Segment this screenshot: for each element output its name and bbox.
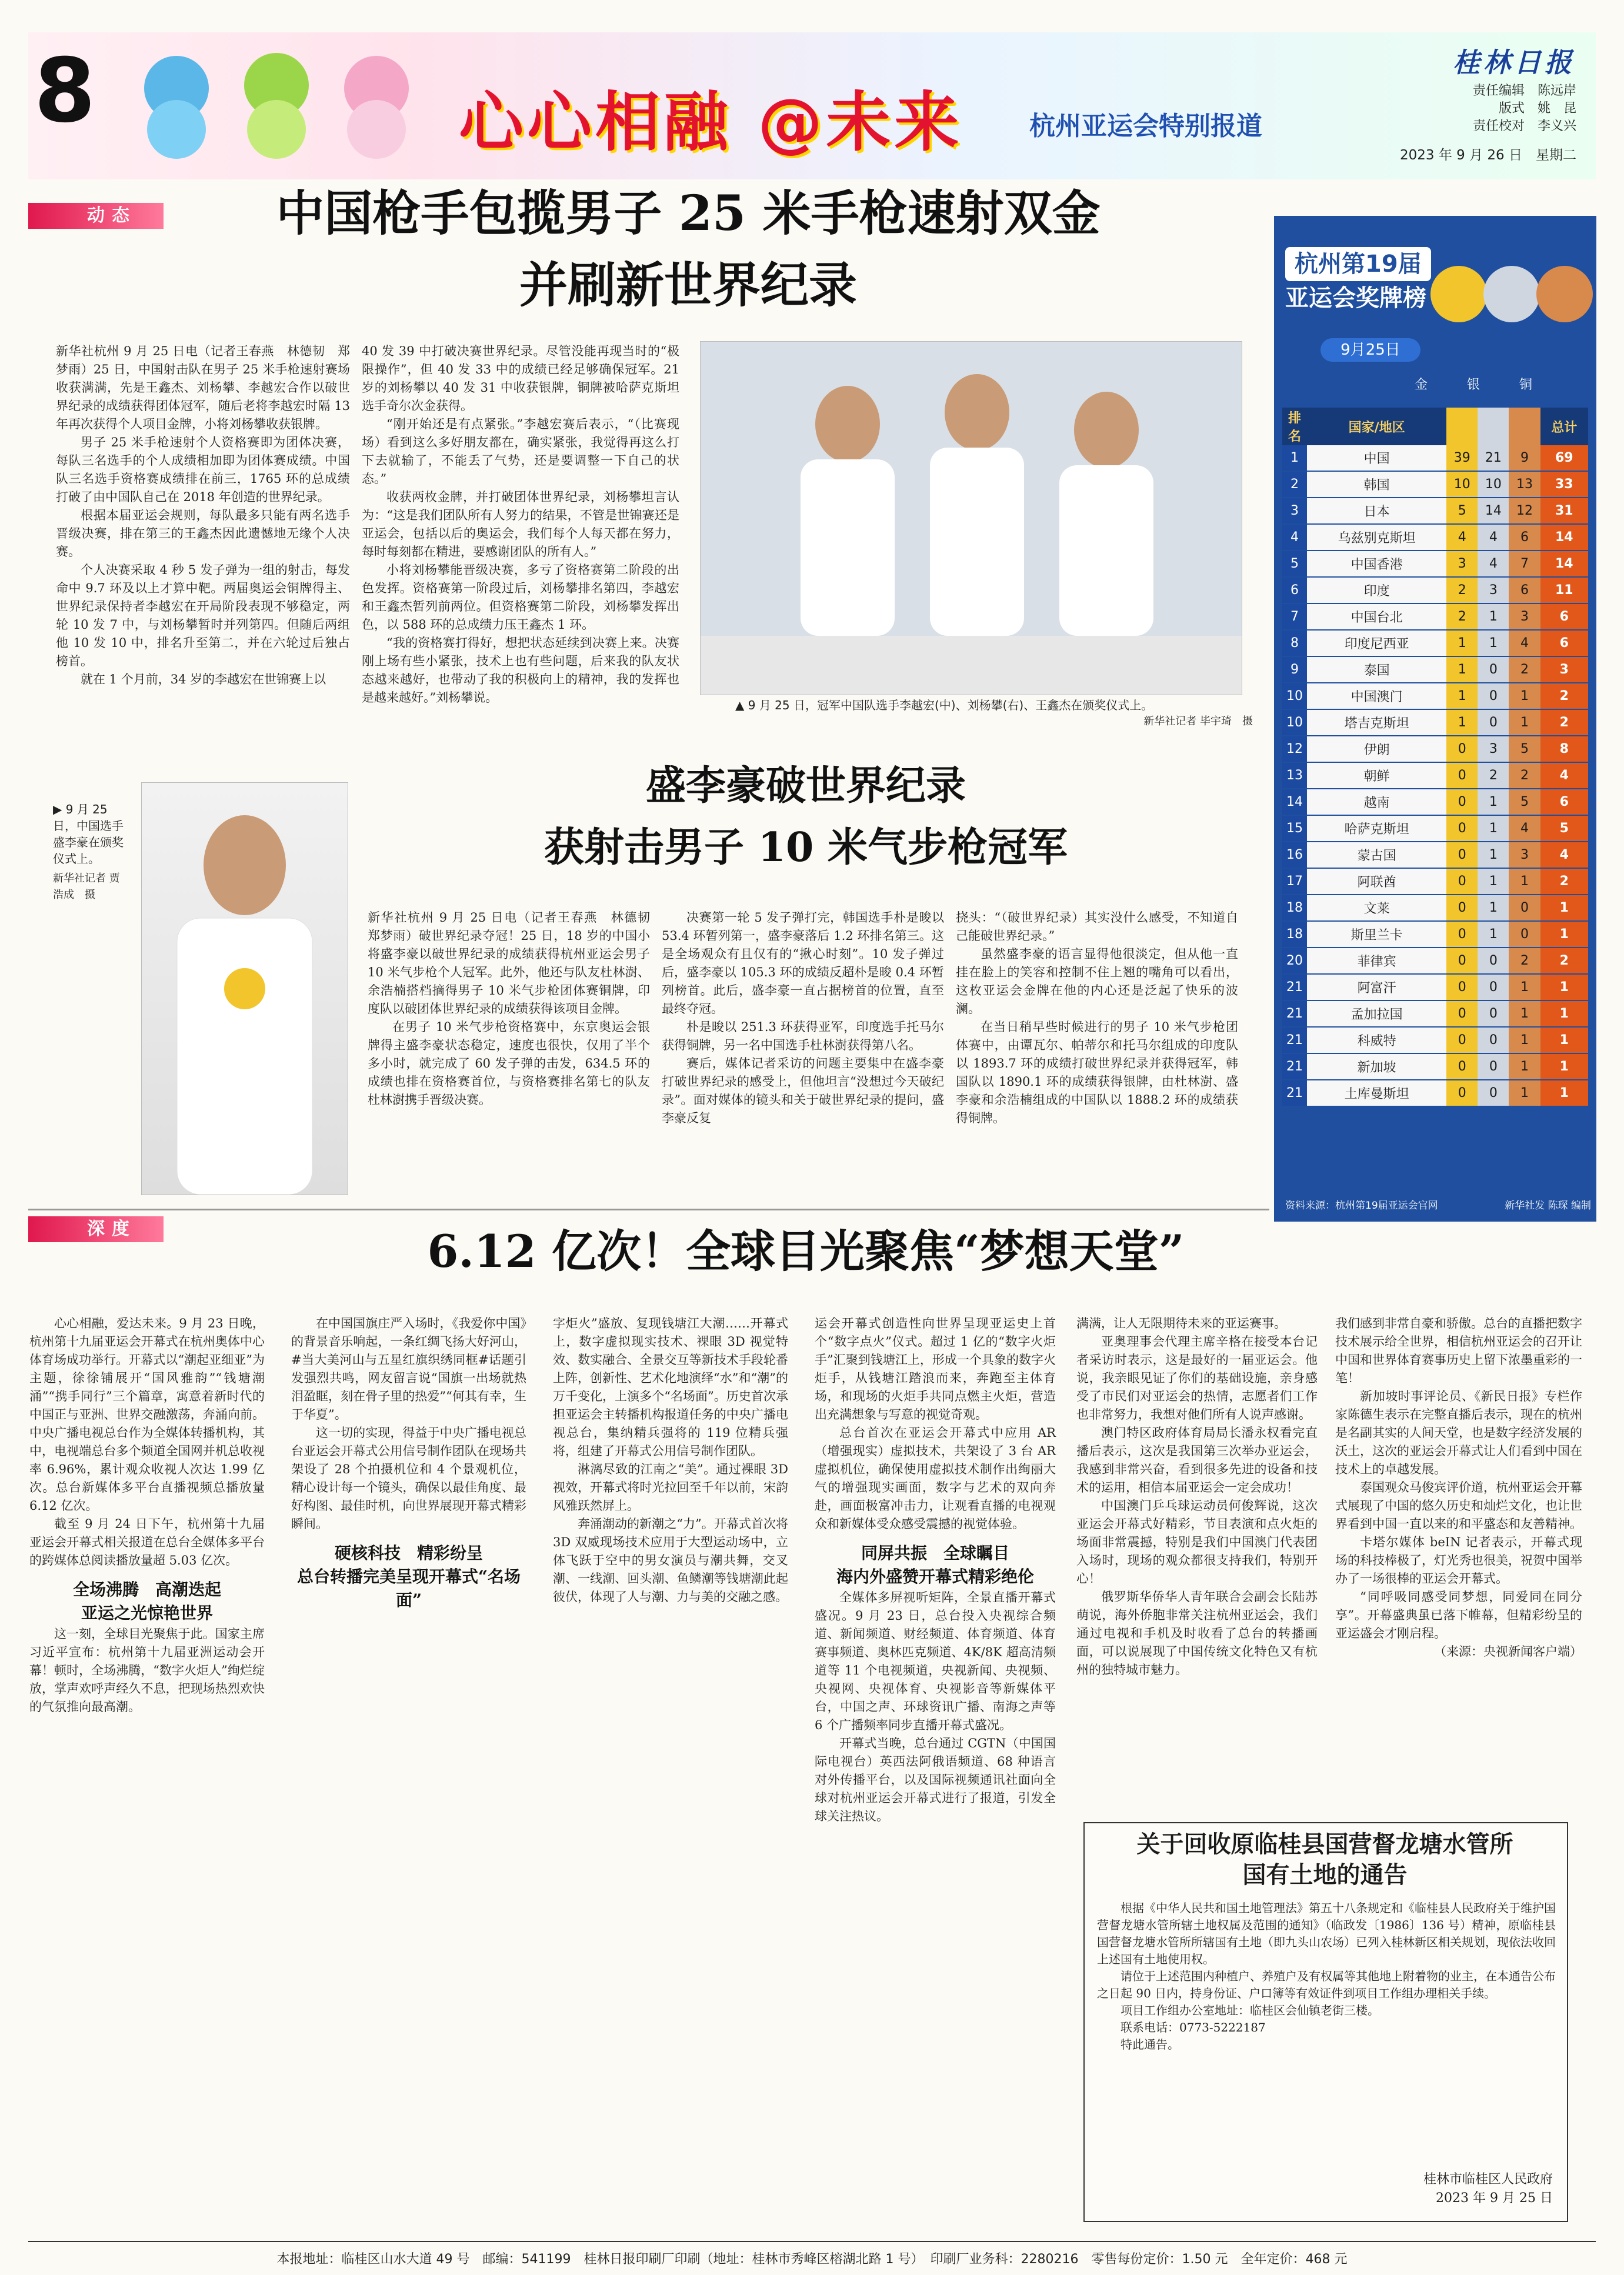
gold-cell: 0 xyxy=(1446,736,1478,762)
gold-cell: 0 xyxy=(1446,762,1478,789)
rank-cell: 1 xyxy=(1282,445,1307,471)
total-cell: 31 xyxy=(1540,498,1589,524)
total-cell: 1 xyxy=(1540,1000,1589,1027)
bronze-cell: 12 xyxy=(1509,498,1540,524)
silver-cell: 0 xyxy=(1478,1027,1509,1053)
bronze-cell: 1 xyxy=(1509,1080,1540,1106)
caption-text: ▶ 9 月 25 日，中国选手盛李豪在颁奖仪式上。 xyxy=(53,802,124,866)
medal-table-row xyxy=(1282,868,1588,895)
total-cell: 2 xyxy=(1540,948,1589,974)
bronze-cell: 7 xyxy=(1509,551,1540,577)
silver-cell: 1 xyxy=(1478,895,1509,921)
notice-date: 2023 年 9 月 25 日 xyxy=(1436,2191,1553,2206)
medal-table-row xyxy=(1282,1053,1588,1080)
paragraph: 俄罗斯华侨华人青年联合会副会长陆苏萌说，海外侨胞非常关注杭州亚运会，我们通过电视和手机及时收看了总台的转播画面，可以说展现了中国传统文化特色又有杭州的独特城市魅力。 xyxy=(1076,1590,1318,1677)
gold-cell: 0 xyxy=(1446,1080,1478,1106)
rank-cell: 2 xyxy=(1282,471,1307,498)
silver-cell: 10 xyxy=(1478,471,1509,498)
staff-line: 版式 姚 昆 xyxy=(1498,101,1576,116)
article2-column-1 xyxy=(368,909,662,1191)
paragraph: 新华社杭州 9 月 25 日电（记者王春燕 林德韧 郑梦雨）25 日，中国射击队在男子 25 米手枪速射赛场收获满满，先是王鑫杰、刘杨攀、李越宏合作以破世界纪录的成绩获得团体冠军，随后老将李越宏时隔 13 年再次获得个人项目金牌，小将刘杨攀收获银牌。 xyxy=(56,344,350,431)
paragraph: 联系电话：0773-5222187 xyxy=(1121,2020,1266,2034)
country-cell: 泰国 xyxy=(1307,656,1446,683)
staff-credits xyxy=(1400,82,1576,135)
total-cell: 1 xyxy=(1540,1027,1589,1053)
paragraph: “我的资格赛打得好，想把状态延续到决赛上来。决赛刚上场有些小紧张，技术上也有些问题，后来我的队友状态越来越好，也带动了我的积极向上的精神，我的发挥也是越来越好。”刘杨攀说。 xyxy=(362,636,679,705)
bronze-cell: 9 xyxy=(1509,445,1540,471)
silver-cell: 0 xyxy=(1478,1000,1509,1027)
subhead: 亚运之光惊艳世界 xyxy=(81,1603,213,1623)
subhead: 总台转播完美呈现开幕式“名场面” xyxy=(296,1567,521,1610)
notice-title-line1: 关于回收原临桂县国营督龙塘水管所 xyxy=(1136,1830,1513,1858)
country-cell: 印度尼西亚 xyxy=(1307,630,1446,656)
gold-cell: 0 xyxy=(1446,842,1478,868)
medal-table-row xyxy=(1282,551,1588,577)
total-cell: 11 xyxy=(1540,577,1589,603)
total-cell: 69 xyxy=(1540,445,1589,471)
notice-signoff xyxy=(1353,2170,1553,2208)
gold-cell: 39 xyxy=(1446,445,1478,471)
bronze-cell: 1 xyxy=(1509,709,1540,736)
paragraph: 心心相融，爱达未来。9 月 23 日晚，杭州第十九届亚运会开幕式在杭州奥体中心体育场成功举行。开幕式以“潮起亚细亚”为主题，徐徐铺展开“国风雅韵”“钱塘潮涌”“携手同行”三个篇章，寓意着新时代的中国正与亚洲、世界交融激荡，奔涌向前。中央广播电视总台作为全媒体转播机构，其中，电视端总台多个频道全国网并机总收视率 6.96%，累计观众收视人次达 1.99 亿次。总台新媒体多平台直播视频总播放量 6.12 亿次。 xyxy=(29,1316,265,1513)
credit-text: 新华社发 陈琛 编制 xyxy=(1505,1200,1591,1212)
rank-cell: 6 xyxy=(1282,577,1307,603)
gold-cell: 0 xyxy=(1446,1000,1478,1027)
total-cell: 1 xyxy=(1540,895,1589,921)
notice-issuer: 桂林市临桂区人民政府 xyxy=(1423,2172,1553,2187)
total-cell: 1 xyxy=(1540,921,1589,948)
article2-column-2 xyxy=(662,909,944,1191)
silver-cell: 2 xyxy=(1478,762,1509,789)
country-cell: 韩国 xyxy=(1307,471,1446,498)
country-cell: 科威特 xyxy=(1307,1027,1446,1053)
country-cell: 阿联酋 xyxy=(1307,868,1446,895)
silver-cell: 0 xyxy=(1478,1080,1509,1106)
silver-cell: 1 xyxy=(1478,603,1509,630)
subhead: 同屏共振 全球瞩目 xyxy=(861,1543,1009,1563)
rank-cell: 13 xyxy=(1282,762,1307,789)
paragraph: 根据本届亚运会规则，每队最多只能有两名选手晋级决赛，排在第三的王鑫杰因此遗憾地无缘个人决赛。 xyxy=(56,508,350,559)
country-cell: 乌兹别克斯坦 xyxy=(1307,524,1446,551)
rank-cell: 21 xyxy=(1282,1027,1307,1053)
rank-cell: 3 xyxy=(1282,498,1307,524)
rank-cell: 21 xyxy=(1282,974,1307,1000)
total-cell: 6 xyxy=(1540,630,1589,656)
page-number: 8 xyxy=(34,40,96,142)
notice-title-line2: 国有土地的通告 xyxy=(1242,1861,1408,1889)
medal-table-row xyxy=(1282,603,1588,630)
silver-cell: 21 xyxy=(1478,445,1509,471)
bronze-cell: 3 xyxy=(1509,842,1540,868)
paragraph: 截至 9 月 24 日下午，杭州第十九届亚运会开幕式相关报道在总台全媒体多平台的跨媒体总阅读播放量超 5.03 亿次。 xyxy=(29,1517,265,1567)
article3-column-6 xyxy=(1335,1315,1582,1809)
header-gold xyxy=(1446,408,1478,445)
rank-cell: 14 xyxy=(1282,789,1307,815)
photo-credit: 新华社记者 毕宇琦 摄 xyxy=(1143,715,1253,728)
bronze-cell: 4 xyxy=(1509,630,1540,656)
medal-table-row xyxy=(1282,498,1588,524)
bronze-cell: 3 xyxy=(1509,603,1540,630)
paragraph: 特此通告。 xyxy=(1121,2037,1179,2051)
total-cell: 1 xyxy=(1540,1053,1589,1080)
country-cell: 中国澳门 xyxy=(1307,683,1446,709)
podium-photo-caption xyxy=(735,697,1253,730)
paragraph: 总台首次在亚运会开幕式中应用 AR（增强现实）虚拟技术，共架设了 3 台 AR 虚拟机位，确保使用虚拟技术制作出绚丽大气的增强现实画面，数字与艺术的双向奔赴，画面极富冲击力，让观看直播的电视观众和新媒体受众感受震撼的视觉体验。 xyxy=(815,1426,1056,1531)
staff-line: 责任编辑 陈远岸 xyxy=(1472,84,1576,98)
rank-cell: 21 xyxy=(1282,1053,1307,1080)
country-cell: 日本 xyxy=(1307,498,1446,524)
paragraph: 奔涌潮动的新潮之“力”。开幕式首次将 3D 双威现场技术应用于大型运动场中，立体飞跃于空中的男女演员与潮共舞，交叉潮、一线潮、回头潮、鱼鳞潮等钱塘潮此起彼伏，体现了人与潮、力与美的交融之感。 xyxy=(553,1517,788,1604)
paragraph: 我们感到非常自豪和骄傲。总台的直播把数字技术展示给全世界，相信杭州亚运会的召开让中国和世界体育赛事历史上留下浓墨重彩的一笔！ xyxy=(1335,1316,1582,1385)
article1-headline-line2: 并刷新世界纪录 xyxy=(519,257,857,313)
gold-cell: 0 xyxy=(1446,921,1478,948)
country-cell: 伊朗 xyxy=(1307,736,1446,762)
medal-table-row xyxy=(1282,842,1588,868)
medal-table-row xyxy=(1282,948,1588,974)
medal-table-row xyxy=(1282,1000,1588,1027)
medal-table-source xyxy=(1285,1197,1591,1212)
medal-table-row xyxy=(1282,524,1588,551)
paragraph: 小将刘杨攀能晋级决赛，多亏了资格赛第二阶段的出色发挥。资格赛第一阶段过后，刘杨攀排名第四，李越宏和王鑫杰暂列前两位。但资格赛第二阶段，刘杨攀发挥出色，以 588 环的总成绩力压王鑫杰 1 环。 xyxy=(362,563,679,632)
photo-credit: 新华社记者 贾浩成 摄 xyxy=(53,872,120,901)
total-cell: 6 xyxy=(1540,603,1589,630)
silver-cell: 3 xyxy=(1478,577,1509,603)
paragraph: 根据《中华人民共和国土地管理法》第五十八条规定和《临桂县人民政府关于维护国营督龙塘水管所辖土地权属及范围的通知》（临政发〔1986〕136 号）精神，原临桂县国营督龙塘水管所所辖国有土地（即九头山农场）已列入桂林新区相关规划，现依法收回上述国有土地使用权。 xyxy=(1097,1901,1556,1966)
silver-cell: 0 xyxy=(1478,683,1509,709)
country-cell: 菲律宾 xyxy=(1307,948,1446,974)
paragraph: 新加坡时事评论员、《新民日报》专栏作家陈德生表示在完整直播后表示，现在的杭州是名副其实的人间天堂，也是数字经济发展的沃土，这次的亚运会开幕式让人们看到中国在技术上的卓越发展。 xyxy=(1335,1389,1582,1476)
subhead: 全场沸腾 高潮迭起 xyxy=(72,1580,221,1599)
paragraph: 虽然盛李豪的语言显得他很淡定，但从他一直挂在脸上的笑容和控制不住上翘的嘴角可以看出，这枚亚运会金牌在他的内心还是泛起了快乐的波澜。 xyxy=(956,947,1238,1016)
header-total: 总计 xyxy=(1540,408,1589,445)
rank-cell: 20 xyxy=(1282,948,1307,974)
total-cell: 14 xyxy=(1540,551,1589,577)
rank-cell: 18 xyxy=(1282,895,1307,921)
paragraph: 这一切的实现，得益于中央广播电视总台亚运会开幕式公用信号制作团队在现场共架设了 28 个拍摄机位和 4 个景观机位，精心设计每一个镜头，确保以最佳角度、最好构图、最佳时机，向世界展现开幕式精彩瞬间。 xyxy=(291,1426,526,1531)
medal-type-labels xyxy=(1415,375,1532,393)
paragraph: 挠头：“（破世界纪录）其实没什么感受，不知道自己能破世界纪录。” xyxy=(956,910,1238,943)
country-cell: 蒙古国 xyxy=(1307,842,1446,868)
mascot-illustration xyxy=(124,41,429,165)
bronze-cell: 0 xyxy=(1509,895,1540,921)
article1-headline: 中国枪手包揽男子 25 米手枪速射双金 xyxy=(276,185,1101,242)
banner-subtitle: 杭州亚运会特别报道 xyxy=(1029,111,1262,141)
gold-cell: 0 xyxy=(1446,815,1478,842)
bronze-cell: 1 xyxy=(1509,974,1540,1000)
silver-cell: 1 xyxy=(1478,789,1509,815)
country-cell: 阿富汗 xyxy=(1307,974,1446,1000)
paragraph: 满满，让人无限期待未来的亚运赛事。 xyxy=(1076,1316,1286,1330)
paragraph: 中国澳门乒乓球运动员何俊辉说，这次亚运会开幕式好精彩，节目表演和点火炬的场面非常震撼，特别是我们中国澳门代表团入场时，现场的观众都很支持我们，特别开心！ xyxy=(1076,1499,1318,1586)
rank-cell: 8 xyxy=(1282,630,1307,656)
silver-cell: 1 xyxy=(1478,921,1509,948)
medal-table-row xyxy=(1282,974,1588,1000)
rank-cell: 16 xyxy=(1282,842,1307,868)
medal-table-row xyxy=(1282,762,1588,789)
rank-cell: 7 xyxy=(1282,603,1307,630)
silver-cell: 4 xyxy=(1478,524,1509,551)
medal-table-row xyxy=(1282,577,1588,603)
gold-cell: 1 xyxy=(1446,709,1478,736)
paragraph: 就在 1 个月前，34 岁的李越宏在世锦赛上以 xyxy=(81,672,326,686)
bronze-label: 铜 xyxy=(1519,378,1532,392)
bronze-cell: 1 xyxy=(1509,1000,1540,1027)
bronze-cell: 2 xyxy=(1509,948,1540,974)
silver-cell: 4 xyxy=(1478,551,1509,577)
issue-date: 2023 年 9 月 26 日 星期二 xyxy=(1400,148,1576,163)
country-cell: 朝鲜 xyxy=(1307,762,1446,789)
article1-column-2 xyxy=(362,342,679,754)
silver-cell: 1 xyxy=(1478,630,1509,656)
caption-text: ▲ 9 月 25 日，冠军中国队选手李越宏(中)、刘杨攀(右)、王鑫杰在颁奖仪式上。 xyxy=(735,698,1153,712)
silver-cell: 1 xyxy=(1478,815,1509,842)
article2-headline: 盛李豪破世界纪录 xyxy=(645,762,966,809)
country-cell: 新加坡 xyxy=(1307,1053,1446,1080)
section-divider xyxy=(28,1209,1269,1210)
medal-table-row xyxy=(1282,1027,1588,1053)
gold-cell: 0 xyxy=(1446,1027,1478,1053)
rank-cell: 10 xyxy=(1282,683,1307,709)
paragraph: 项目工作组办公室地址：临桂区会仙镇老街三楼。 xyxy=(1121,2003,1379,2017)
section-tag-dongtai: 动态 xyxy=(28,203,164,229)
paragraph: “刚开始还是有点紧张。”李越宏赛后表示，“（比赛现场）看到这么多好朋友都在，确实紧张，我觉得再这么打下去就输了，不能丢了气势，还是要调整一下自己的状态。” xyxy=(362,417,679,486)
paragraph: 新华社杭州 9 月 25 日电（记者王春燕 林德韧 郑梦雨）破世界纪录夺冠！25 日，18 岁的中国小将盛李豪以破世界纪录的成绩获得杭州亚运会男子 10 米气步枪个人冠军。此外，他还与队友杜林澍、余浩楠搭档摘得男子 10 米气步枪团体赛铜牌，印度队以破团体世界纪录的成绩获得该项目金牌。 xyxy=(368,910,662,1016)
medal-title-line2: 亚运会奖牌榜 xyxy=(1285,285,1426,312)
paragraph: 泰国观众马俊宾评价道，杭州亚运会开幕式展现了中国的悠久历史和灿烂文化，也让世界看到中国一直以来的和平盛态和友善精神。 xyxy=(1335,1480,1582,1531)
paragraph: 在当日稍早些时候进行的男子 10 米气步枪团体赛中，由谭瓦尔、帕蒂尔和托马尔组成的印度队以 1893.7 环的成绩打破世界纪录并获得冠军，韩国队以 1890.1 环的成绩获得银牌，由杜林澍、盛李豪和余浩楠组成的中国队以 1888.2 环的成绩获得铜牌。 xyxy=(956,1020,1238,1125)
total-cell: 4 xyxy=(1540,762,1589,789)
medal-table-row xyxy=(1282,1080,1588,1106)
silver-cell: 0 xyxy=(1478,709,1509,736)
gold-cell: 0 xyxy=(1446,895,1478,921)
bronze-cell: 6 xyxy=(1509,524,1540,551)
article3-column-5 xyxy=(1076,1315,1318,1809)
medal-table-row xyxy=(1282,445,1588,471)
medal-table-row xyxy=(1282,656,1588,683)
silver-cell: 0 xyxy=(1478,948,1509,974)
bronze-cell: 6 xyxy=(1509,577,1540,603)
notice-title xyxy=(1091,1829,1559,1890)
bronze-cell: 2 xyxy=(1509,762,1540,789)
rank-cell: 9 xyxy=(1282,656,1307,683)
rank-cell: 4 xyxy=(1282,524,1307,551)
paragraph: 请位于上述范围内种植户、养殖户及有权属等其他地上附着物的业主，在本通告公布之日起 90 日内，持身份证、户口簿等有效证件到项目工作组办理相关手续。 xyxy=(1097,1969,1556,2000)
bronze-cell: 13 xyxy=(1509,471,1540,498)
medal-table-row xyxy=(1282,789,1588,815)
gold-cell: 4 xyxy=(1446,524,1478,551)
header-country: 国家/地区 xyxy=(1307,408,1446,445)
subhead: 硬核科技 精彩纷呈 xyxy=(334,1543,483,1563)
total-cell: 5 xyxy=(1540,815,1589,842)
paragraph: 字炬火”盛放、复现钱塘江大潮……开幕式上，数字虚拟现实技术、裸眼 3D 视觉特效、数实融合、全景交互等新技术手段轮番上阵，创新性、艺术化地演绎“水”和“潮”的万千变化，上演多个“名场面”。历史首次承担亚运会主转播机构报道任务的中央广播电视总台，集纳精兵强将的 119 位精兵强将，组建了开幕式公用信号制作团队。 xyxy=(553,1316,788,1458)
silver-cell: 0 xyxy=(1478,656,1509,683)
total-cell: 33 xyxy=(1540,471,1589,498)
paragraph: 赛后，媒体记者采访的问题主要集中在盛李豪打破世界纪录的感受上，但他坦言“没想过今天破纪录”。面对媒体的镜头和关于破世界纪录的提问，盛李豪反复 xyxy=(662,1056,944,1125)
gold-cell: 3 xyxy=(1446,551,1478,577)
country-cell: 印度 xyxy=(1307,577,1446,603)
bronze-cell: 5 xyxy=(1509,736,1540,762)
gold-cell: 0 xyxy=(1446,789,1478,815)
total-cell: 2 xyxy=(1540,709,1589,736)
medal-table-row xyxy=(1282,736,1588,762)
paragraph: 个人决赛采取 4 秒 5 发子弹为一组的射击，每发命中 9.7 环及以上才算中靶。两届奥运会铜牌得主、世界纪录保持者李越宏在开局阶段表现不够稳定，两轮 10 发 7 中，与刘杨攀暂时并列第四。但随后两组他 10 发 10 中，排名升至第二，并在六轮过后独占榜首。 xyxy=(56,563,350,668)
country-cell: 文莱 xyxy=(1307,895,1446,921)
silver-cell: 0 xyxy=(1478,1053,1509,1080)
bronze-cell: 1 xyxy=(1509,1053,1540,1080)
medal-table-row xyxy=(1282,921,1588,948)
article1-column-1 xyxy=(56,342,350,754)
gold-cell: 1 xyxy=(1446,630,1478,656)
medal-title-line1: 杭州第19届 xyxy=(1285,247,1431,281)
paragraph: 卡塔尔媒体 beIN 记者表示，开幕式现场的科技棒极了，灯光秀也很美，祝贺中国举办了一场很棒的亚运会开幕式。 xyxy=(1335,1535,1582,1586)
source-text: 资料来源：杭州第19届亚运会官网 xyxy=(1285,1200,1438,1212)
medal-table-title xyxy=(1285,247,1431,315)
article2-headline-line2: 获射击男子 10 米气步枪冠军 xyxy=(544,824,1068,871)
total-cell: 14 xyxy=(1540,524,1589,551)
medal-table-row xyxy=(1282,895,1588,921)
rank-cell: 15 xyxy=(1282,815,1307,842)
notice-body xyxy=(1097,1900,1556,2159)
bronze-cell: 2 xyxy=(1509,656,1540,683)
total-cell: 6 xyxy=(1540,789,1589,815)
country-cell: 越南 xyxy=(1307,789,1446,815)
country-cell: 斯里兰卡 xyxy=(1307,921,1446,948)
silver-cell: 0 xyxy=(1478,974,1509,1000)
country-cell: 孟加拉国 xyxy=(1307,1000,1446,1027)
paragraph: 开幕式当晚，总台通过 CGTN（中国国际电视台）英西法阿俄语频道、68 种语言对外传播平台，以及国际视频通讯社面向全球对杭州亚运会开幕式进行了报道，引发全球关注热议。 xyxy=(815,1736,1056,1823)
medal-table-body xyxy=(1282,445,1588,1106)
rank-cell: 5 xyxy=(1282,551,1307,577)
total-cell: 2 xyxy=(1540,683,1589,709)
gold-label: 金 xyxy=(1415,378,1428,392)
total-cell: 1 xyxy=(1540,974,1589,1000)
athlete-photo xyxy=(141,782,348,1195)
article3-column-2 xyxy=(291,1315,526,2226)
gold-cell: 0 xyxy=(1446,948,1478,974)
bronze-cell: 4 xyxy=(1509,815,1540,842)
silver-cell: 1 xyxy=(1478,868,1509,895)
header-silver xyxy=(1478,408,1509,445)
article-source: （来源：央视新闻客户端） xyxy=(1434,1644,1582,1659)
gold-cell: 0 xyxy=(1446,974,1478,1000)
country-cell: 中国香港 xyxy=(1307,551,1446,577)
article2-column-3 xyxy=(956,909,1238,1191)
podium-photo xyxy=(700,341,1242,695)
section-tag-shendu: 深度 xyxy=(28,1216,164,1242)
paragraph: 男子 25 米手枪速射个人资格赛即为团体决赛，每队三名选手的个人成绩相加即为团体赛成绩。中国队三名选手资格赛成绩排在前三，1765 环的总成绩打破了由中国队自己在 2018 年创造的世界纪录。 xyxy=(56,435,350,504)
paragraph: 收获两枚金牌，并打破团体世界纪录，刘杨攀坦言认为：“这是我们团队所有人努力的结果，不管是世锦赛还是亚运会，包括以后的奥运会，我们每个人每天都在努力，每时每刻都在精进，要感谢团队的所有人。” xyxy=(362,490,679,559)
paragraph: 40 发 39 中打破决赛世界纪录。尽管没能再现当时的“极限操作”，但 40 发 33 中的成绩已经足够确保冠军。21 岁的刘杨攀以 40 发 31 中收获银牌，铜牌被哈萨克斯坦选手奇尔次金获得。 xyxy=(362,344,679,413)
silver-label: 银 xyxy=(1466,378,1480,392)
medal-table-row xyxy=(1282,630,1588,656)
medal-table-row xyxy=(1282,683,1588,709)
paragraph: 在中国国旗庄严入场时，《我爱你中国》的背景音乐响起，一条红绸飞扬大好河山，#当大美河山与五星红旗织绣同框#话题引发强烈共鸣，网友留言说“国旗一出场就热泪盈眶，刻在骨子里的热爱”“何其有幸，生于华夏”。 xyxy=(291,1316,526,1422)
silver-cell: 14 xyxy=(1478,498,1509,524)
paragraph: 澳门特区政府体育局局长潘永权看完直播后表示，这次是我国第三次举办亚运会，我感到非常兴奋，看到很多先进的设备和技术的运用，相信本届亚运会一定会成功！ xyxy=(1076,1426,1318,1495)
total-cell: 2 xyxy=(1540,868,1589,895)
total-cell: 4 xyxy=(1540,842,1589,868)
gold-cell: 0 xyxy=(1446,868,1478,895)
bronze-cell: 1 xyxy=(1509,1027,1540,1053)
medal-table-row xyxy=(1282,471,1588,498)
athlete-photo-caption xyxy=(53,801,129,903)
rank-cell: 21 xyxy=(1282,1080,1307,1106)
paragraph: 全媒体多屏视听矩阵，全景直播开幕式盛况。9 月 23 日，总台投入央视综合频道、新闻频道、财经频道、体育频道、体育赛事频道、奥林匹克频道、4K/8K 超高清频道等 11 个电视频道，央视新闻、央视频、央视网、央视体育、央视影音等新媒体平台，中国之声、环球资讯广播、南海之声等 6 个广播频率同步直播开幕式盛况。 xyxy=(815,1590,1056,1732)
paragraph: “同呼吸同感受同梦想，同爱同在同分享”。开幕盛典虽已落下帷幕，但精彩纷呈的亚运盛会才刚启程。 xyxy=(1335,1590,1582,1640)
rank-cell: 12 xyxy=(1282,736,1307,762)
paragraph: 运会开幕式创造性向世界呈现亚运史上首个“数字点火”仪式。超过 1 亿的“数字火炬手”汇聚到钱塘江上，形成一个具象的数字火炬手，从钱塘江踏浪而来，奔跑至主体育场，和现场的火炬手共同点燃主火炬，营造出充满想象与写意的视觉奇观。 xyxy=(815,1316,1056,1422)
gold-cell: 10 xyxy=(1446,471,1478,498)
total-cell: 3 xyxy=(1540,656,1589,683)
paragraph: 淋漓尽致的江南之“美”。通过裸眼 3D 视效，开幕式将时光拉回至千年以前，宋韵风雅跃然屏上。 xyxy=(553,1462,788,1513)
article3-column-3 xyxy=(553,1315,788,2226)
article3-headline: 6.12 亿次！全球目光聚焦“梦想天堂” xyxy=(427,1225,1185,1277)
masthead: 桂林日报 xyxy=(1453,46,1575,78)
paragraph: 朴是晙以 251.3 环获得亚军，印度选手托马尔获得铜牌，另一名中国选手杜林澍获得第八名。 xyxy=(662,1020,944,1052)
bronze-cell: 1 xyxy=(1509,868,1540,895)
country-cell: 中国 xyxy=(1307,445,1446,471)
medal-table-header xyxy=(1282,408,1588,445)
rank-cell: 18 xyxy=(1282,921,1307,948)
banner-title: 心心相融 @未来 xyxy=(459,85,963,160)
header-bronze xyxy=(1509,408,1540,445)
gold-cell: 1 xyxy=(1446,656,1478,683)
silver-cell: 3 xyxy=(1478,736,1509,762)
country-cell: 中国台北 xyxy=(1307,603,1446,630)
paragraph: 决赛第一轮 5 发子弹打完，韩国选手朴是晙以 53.4 环暂列第一，盛李豪落后 1.2 环排名第三。这是全场观众有且仅有的“揪心时刻”。10 发子弹过后，盛李豪以 105.3 环的成绩反超朴是晙 0.4 环暂列榜首。此后，盛李豪一直占据榜首的位置，直至最终夺冠。 xyxy=(662,910,944,1016)
medal-table xyxy=(1282,408,1588,1107)
gold-cell: 2 xyxy=(1446,603,1478,630)
country-cell: 塔吉克斯坦 xyxy=(1307,709,1446,736)
rank-cell: 17 xyxy=(1282,868,1307,895)
rank-cell: 21 xyxy=(1282,1000,1307,1027)
header-rank: 排名 xyxy=(1282,408,1307,445)
gold-cell: 2 xyxy=(1446,577,1478,603)
medal-table-date: 9月25日 xyxy=(1320,338,1420,362)
gold-cell: 5 xyxy=(1446,498,1478,524)
medal-table-row xyxy=(1282,709,1588,736)
paragraph: 亚奥理事会代理主席辛格在接受本台记者采访时表示，这是最好的一届亚运会。他说，我亲眼见证了你们的基础设施，亲身感受了市民们对亚运会的热情，志愿者们工作也非常努力，我想对他们所有人说声感谢。 xyxy=(1076,1335,1318,1422)
bronze-cell: 1 xyxy=(1509,683,1540,709)
silver-cell: 1 xyxy=(1478,842,1509,868)
staff-line: 责任校对 李义兴 xyxy=(1472,119,1576,134)
total-cell: 1 xyxy=(1540,1080,1589,1106)
country-cell: 土库曼斯坦 xyxy=(1307,1080,1446,1106)
country-cell: 哈萨克斯坦 xyxy=(1307,815,1446,842)
article3-column-1 xyxy=(29,1315,265,2226)
medal-table-row xyxy=(1282,815,1588,842)
subhead: 海内外盛赞开幕式精彩绝伦 xyxy=(836,1567,1034,1586)
rank-cell: 10 xyxy=(1282,709,1307,736)
medal-icons xyxy=(1429,224,1594,347)
bronze-cell: 0 xyxy=(1509,921,1540,948)
paragraph: 这一刻，全球目光聚焦于此。国家主席习近平宣布：杭州第十九届亚洲运动会开幕！顿时，全场沸腾，“数字火炬人”绚烂绽放，掌声欢呼声经久不息，把现场热烈欢快的气氛推向最高潮。 xyxy=(29,1627,265,1714)
bronze-cell: 5 xyxy=(1509,789,1540,815)
article3-column-4 xyxy=(815,1315,1056,2226)
gold-cell: 0 xyxy=(1446,1053,1478,1080)
paragraph: 在男子 10 米气步枪资格赛中，东京奥运会银牌得主盛李豪状态稳定，速度也很快，仅用了半个多小时，就完成了 60 发子弹的击发，634.5 环的成绩也排在资格赛首位，与资格赛排名第七的队友杜林澍携手晋级决赛。 xyxy=(368,1020,650,1107)
page-footer: 本报地址：临桂区山水大道 49 号 邮编：541199 桂林日报印刷厂印刷（地址：桂林市秀峰区榕湖北路 1 号） 印刷厂业务科：2280216 零售每份定价：1.50 元 全年定价：468 元 xyxy=(28,2241,1596,2267)
total-cell: 8 xyxy=(1540,736,1589,762)
gold-cell: 1 xyxy=(1446,683,1478,709)
